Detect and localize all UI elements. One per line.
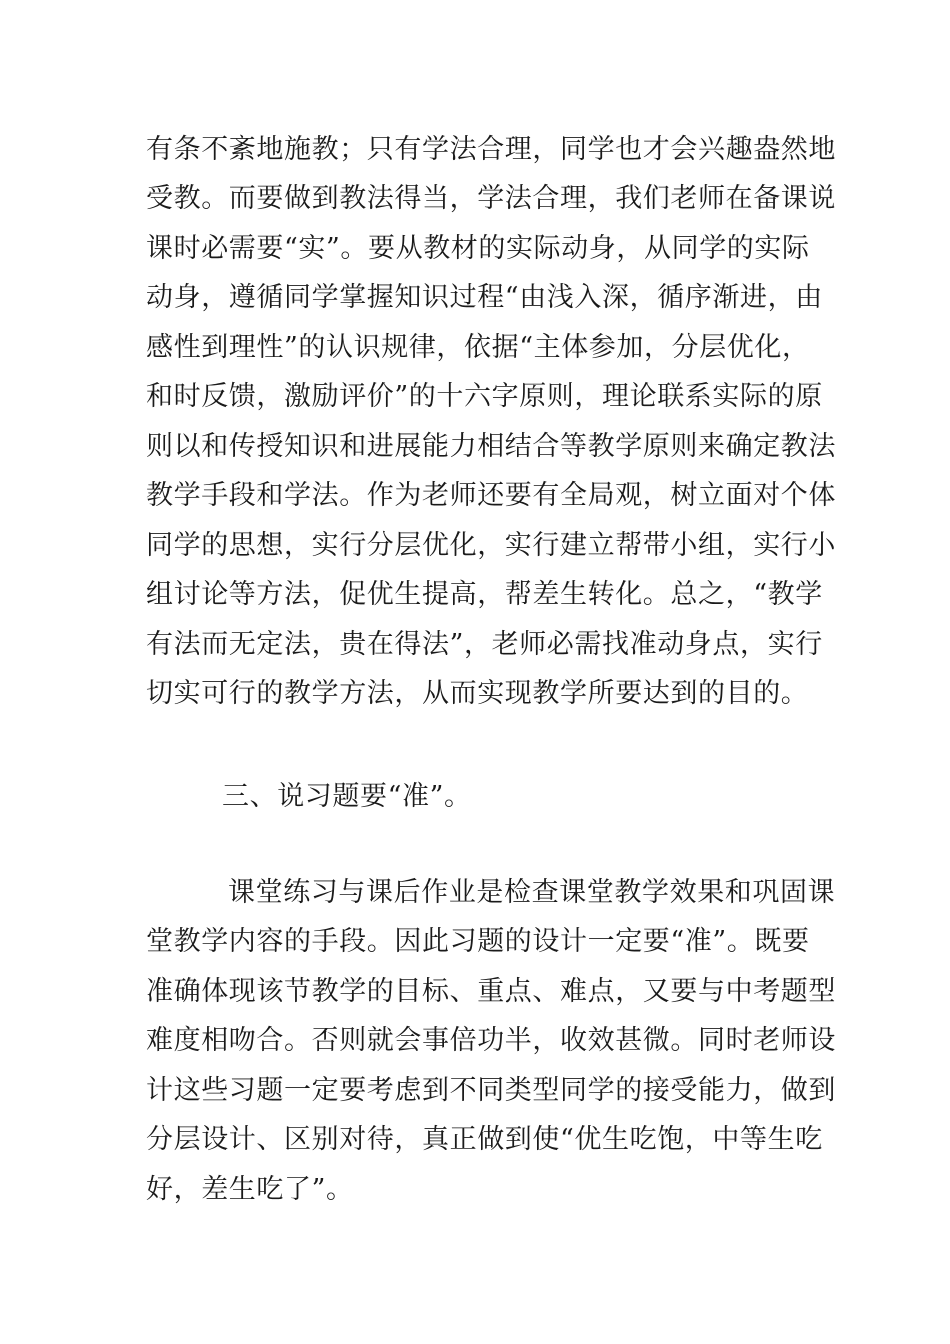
paragraph-line: 课堂练习与课后作业是检查课堂教学效果和巩固课 <box>228 877 836 908</box>
paragraph-line: 动身，遵循同学掌握知识过程“由浅入深，循序渐进，由 <box>146 282 823 313</box>
paragraph-line: 堂教学内容的手段。因此习题的设计一定要“准”。既要 <box>146 926 810 957</box>
paragraph-line: 有条不紊地施教；只有学法合理，同学也才会兴趣盎然地 <box>146 134 836 165</box>
paragraph-line: 切实可行的教学方法，从而实现教学所要达到的目的。 <box>146 678 809 709</box>
section-heading: 三、说习题要“准”。 <box>222 781 472 812</box>
paragraph-line: 有法而无定法，贵在得法”，老师必需找准动身点，实行 <box>146 629 823 660</box>
paragraph-line: 感性到理性”的认识规律，依据“主体参加，分层优化， <box>146 332 810 363</box>
paragraph-line: 课时必需要“实”。要从教材的实际动身，从同学的实际 <box>146 233 810 264</box>
paragraph-line: 教学手段和学法。作为老师还要有全局观，树立面对个体 <box>146 480 836 511</box>
paragraph-line: 则以和传授知识和进展能力相结合等教学原则来确定教法 <box>146 431 836 462</box>
paragraph-line: 好，差生吃了”。 <box>146 1174 354 1205</box>
paragraph-line: 组讨论等方法，促优生提高，帮差生转化。总之，“教学 <box>146 579 823 610</box>
paragraph-line: 同学的思想，实行分层优化，实行建立帮带小组，实行小 <box>146 530 836 561</box>
paragraph-line: 难度相吻合。否则就会事倍功半，收效甚微。同时老师设 <box>146 1025 836 1056</box>
paragraph-line: 分层设计、区别对待，真正做到使“优生吃饱，中等生吃 <box>146 1124 823 1155</box>
paragraph-line: 准确体现该节教学的目标、重点、难点，又要与中考题型 <box>146 976 836 1007</box>
paragraph-line: 受教。而要做到教法得当，学法合理，我们老师在备课说 <box>146 183 836 214</box>
paragraph-line: 计这些习题一定要考虑到不同类型同学的接受能力，做到 <box>146 1075 836 1106</box>
paragraph-line: 和时反馈，激励评价”的十六字原则，理论联系实际的原 <box>146 381 823 412</box>
